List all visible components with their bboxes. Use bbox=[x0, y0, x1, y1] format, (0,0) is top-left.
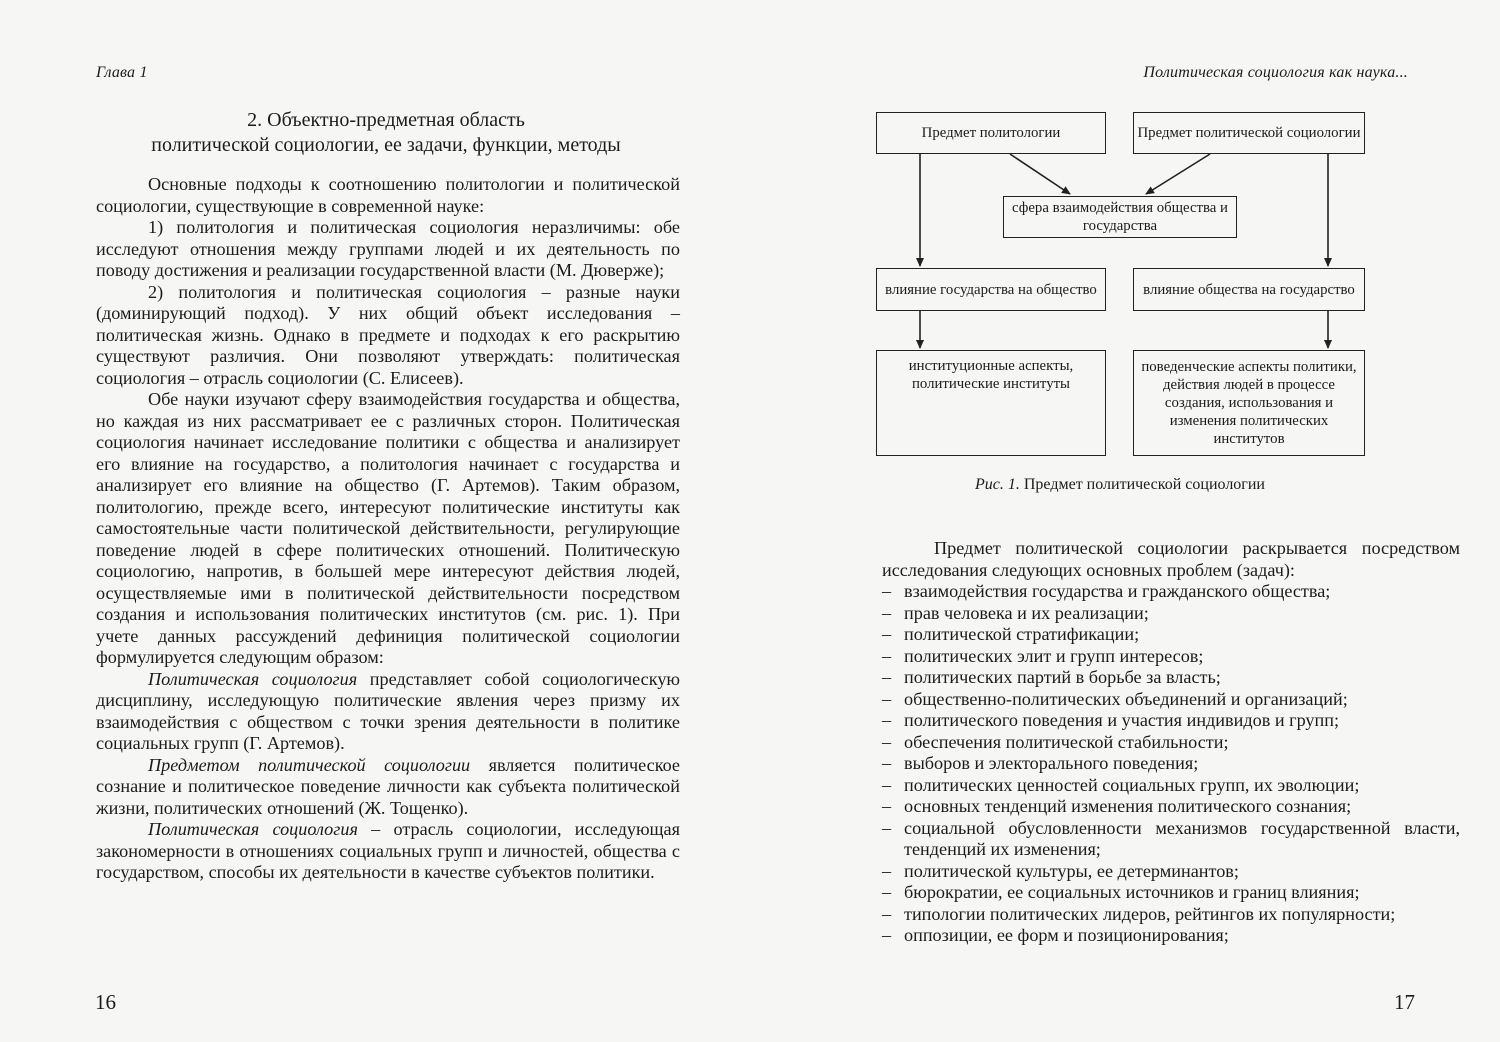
section-title-line-2: политической социологии, ее задачи, функции, методы bbox=[151, 134, 621, 156]
list-item-text: политических элит и групп интересов; bbox=[904, 645, 1204, 666]
dash-marker: – bbox=[882, 925, 892, 945]
list-item bbox=[882, 667, 1460, 689]
arrow-polit-to-sphere bbox=[1010, 154, 1070, 194]
list-item-text: социальной обусловленности механизмов государственной власти, тенденций их изменения; bbox=[904, 817, 1460, 859]
list-item bbox=[882, 925, 1460, 947]
list-item-text: оппозиции, ее форм и позиционирования; bbox=[904, 925, 1229, 945]
dash-marker: – bbox=[882, 710, 892, 730]
list-item bbox=[882, 689, 1460, 711]
paragraph-approaches: Основные подходы к соотношению политологии и политической социологии, существующие в современной науке: bbox=[96, 174, 680, 216]
list-item bbox=[882, 603, 1460, 625]
list-item bbox=[882, 624, 1460, 646]
left-body-text bbox=[96, 174, 680, 884]
dash-marker: – bbox=[882, 624, 892, 644]
list-item bbox=[882, 710, 1460, 732]
list-item-text: политической культуры, ее детерминантов; bbox=[904, 860, 1239, 881]
section-title-line-1: 2. Объектно-предметная область bbox=[247, 109, 525, 131]
section-title bbox=[96, 108, 676, 158]
list-item bbox=[882, 732, 1460, 754]
paragraph-approach-1: 1) политология и политическая социология неразличимы: обе исследуют отношения между группами людей и их деятельность по поводу достижения и реализации государственной власти (М. Дюверже); bbox=[96, 217, 680, 280]
definition-3-text: – отрасль социологии, исследующая закономерности в отношениях социальных групп и личностей, общества с государством, способы их деятельности в качестве субъектов политики. bbox=[96, 819, 680, 882]
dash-marker: – bbox=[882, 882, 892, 902]
box-behavioral-aspects: поведенческие аспекты политики, действия людей в процессе создания, использования и изменения политических институтов bbox=[1133, 350, 1365, 456]
list-item bbox=[882, 646, 1460, 668]
list-item-text: общественно-политических объединений и организаций; bbox=[904, 688, 1348, 709]
problems-list bbox=[882, 581, 1460, 947]
box-state-influence: влияние государства на общество bbox=[876, 268, 1106, 311]
dash-marker: – bbox=[882, 753, 892, 773]
list-item-text: выборов и электорального поведения; bbox=[904, 753, 1199, 773]
paragraph-definition-3 bbox=[96, 819, 680, 884]
dash-marker: – bbox=[882, 860, 892, 881]
running-head-left: Глава 1 bbox=[96, 64, 148, 81]
dash-marker: – bbox=[882, 903, 892, 924]
list-item bbox=[882, 818, 1460, 861]
list-item-text: прав человека и их реализации; bbox=[904, 602, 1149, 623]
list-item bbox=[882, 904, 1460, 926]
list-item-text: типологии политических лидеров, рейтингов их популярности; bbox=[904, 903, 1396, 924]
list-item-text: взаимодействия государства и гражданского общества; bbox=[904, 581, 1331, 601]
list-item-text: политического поведения и участия индивидов и групп; bbox=[904, 710, 1340, 730]
figure-caption bbox=[870, 476, 1370, 494]
term-subject: Предметом политической социологии bbox=[148, 754, 471, 775]
figure-diagram bbox=[870, 100, 1370, 460]
dash-marker: – bbox=[882, 774, 892, 795]
dash-marker: – bbox=[882, 581, 892, 601]
list-item-text: обеспечения политической стабильности; bbox=[904, 731, 1229, 752]
paragraph-problems-intro: Предмет политической социологии раскрывается посредством исследования следующих основных проблем (задач): bbox=[882, 538, 1460, 580]
right-page bbox=[750, 0, 1500, 1042]
definition-2-text: является политическое сознание и политическое поведение личности как субъекта политической жизни, политических отношений (Ж. Тощенко). bbox=[96, 754, 680, 818]
dash-marker: – bbox=[882, 667, 892, 687]
paragraph-approach-2: 2) политология и политическая социология – разные науки (доминирующий подход). У них общий объект исследования – политическая жизнь. Однако в предмете и подходах к его раскрытию существуют различия. Они позволяют утверждать: политическая социология – отрасль социологии (С. Елисеев). bbox=[96, 281, 680, 388]
paragraph-definition-1 bbox=[96, 669, 680, 755]
dash-marker: – bbox=[882, 796, 892, 816]
dash-marker: – bbox=[882, 645, 892, 666]
box-society-influence: влияние общества на государство bbox=[1133, 268, 1365, 311]
list-item bbox=[882, 775, 1460, 797]
dash-marker: – bbox=[882, 688, 892, 709]
paragraph-definition-2 bbox=[96, 755, 680, 820]
box-interaction-sphere: сфера взаимодействия общества и государства bbox=[1003, 196, 1237, 238]
dash-marker: – bbox=[882, 731, 892, 752]
arrow-polsoc-to-sphere bbox=[1146, 154, 1210, 194]
term-political-sociology-2: Политическая социология bbox=[148, 819, 358, 839]
list-item bbox=[882, 882, 1460, 904]
page-number-right: 17 bbox=[1394, 990, 1415, 1014]
list-item bbox=[882, 861, 1460, 883]
list-item-text: политической стратификации; bbox=[904, 624, 1140, 644]
list-item-text: политических партий в борьбе за власть; bbox=[904, 667, 1221, 687]
list-item bbox=[882, 796, 1460, 818]
list-item bbox=[882, 581, 1460, 603]
definition-1-text: представляет собой социологическую дисциплину, исследующую политические явления через призму их взаимодействия с обществом с точки зрения деятельности в политике социальных групп (Г. Артемов). bbox=[96, 668, 680, 753]
dash-marker: – bbox=[882, 817, 892, 838]
box-subject-political-science: Предмет политологии bbox=[876, 112, 1106, 154]
box-subject-political-sociology: Предмет политической социологии bbox=[1133, 112, 1365, 154]
list-item bbox=[882, 753, 1460, 775]
caption-label: Рис. 1. bbox=[975, 476, 1020, 493]
list-item-text: бюрократии, ее социальных источников и границ влияния; bbox=[904, 882, 1360, 902]
list-item-text: политических ценностей социальных групп, их эволюции; bbox=[904, 774, 1360, 795]
list-item-text: основных тенденций изменения политического сознания; bbox=[904, 796, 1352, 816]
term-political-sociology: Политическая социология bbox=[148, 668, 358, 689]
dash-marker: – bbox=[882, 602, 892, 623]
running-head-right: Политическая социология как наука... bbox=[1143, 64, 1408, 81]
page-number-left: 16 bbox=[95, 990, 116, 1014]
right-body-text bbox=[882, 538, 1460, 947]
caption-text: Предмет политической социологии bbox=[1019, 476, 1265, 493]
box-institutional-aspects: институционные аспекты, политические институты bbox=[876, 350, 1106, 456]
paragraph-both-sciences: Обе науки изучают сферу взаимодействия государства и общества, но каждая из них рассматривает ее с различных сторон. Политическая социология начинает исследование политики с общества и анализирует его влияние на государство, а политология начинает с государства и анализирует его влияние на общество (Г. Артемов). Таким образом, политологию, прежде всего, интересуют политические институты как самостоятельные части политической действительности, регулирующие поведение людей в сфере политических отношений. Политическую социологию, напротив, в большей мере интересуют действия людей, осуществляемые ими в политической действительности посредством создания и использования политических институтов (см. рис. 1). При учете данных рассуждений дефиниция политической социологии формулируется следующим образом: bbox=[96, 389, 680, 667]
